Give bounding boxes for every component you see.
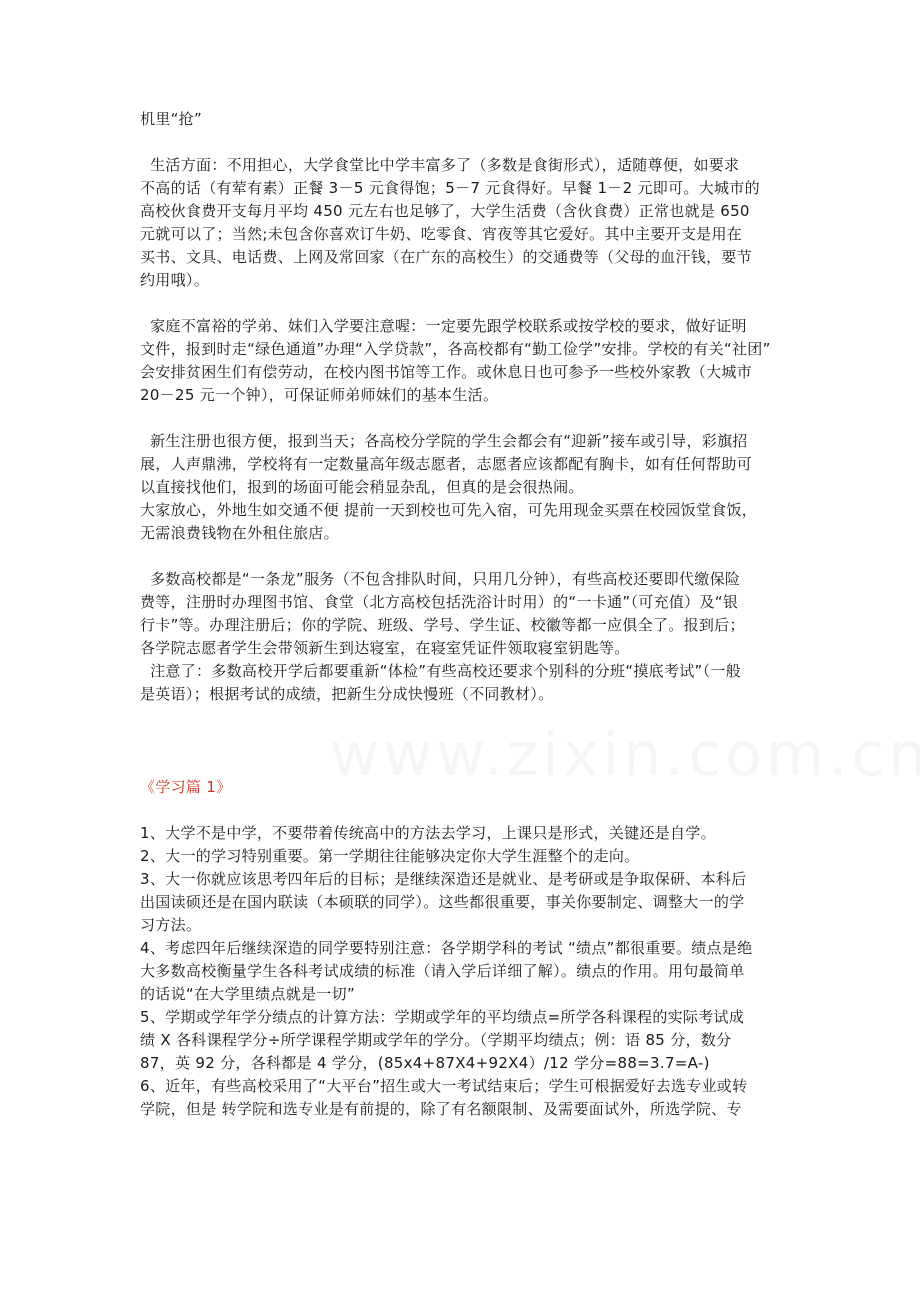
text-line: 是英语）；根据考试的成绩，把新生分成快慢班（不同教材）。 bbox=[140, 685, 554, 703]
text-line: 以直接找他们，报到的场面可能会稍显杂乱，但真的是会很热闹。 bbox=[140, 478, 584, 496]
text-line: 出国读硕还是在国内联读（本硕联的同学）。这些都很重要，事关你要制定、调整大一的学 bbox=[140, 893, 745, 911]
text-line: 无需浪费钱物在外租住旅店。 bbox=[140, 524, 339, 542]
document-body bbox=[140, 108, 780, 1121]
text-line: 约用哦）。 bbox=[140, 271, 210, 289]
text-line: 机里“抢” bbox=[140, 110, 203, 128]
section-life-registration bbox=[140, 108, 780, 706]
text-line: 1、大学不是中学，不要带着传统高中的方法去学习，上课只是形式，关键还是自学。 bbox=[140, 824, 716, 842]
paragraph-gap bbox=[140, 292, 780, 315]
title-spacer bbox=[140, 799, 780, 822]
paragraph-gap bbox=[140, 131, 780, 154]
section-study-tips bbox=[140, 822, 780, 1121]
text-line: 的话说“在大学里绩点就是一切” bbox=[140, 985, 356, 1003]
text-line: 绩 X 各科课程学分÷所学课程学期或学年的学分。（学期平均绩点；例：语 85 分，数分 bbox=[140, 1031, 732, 1049]
text-line: 大多数高校衡量学生各科考试成绩的标准（请入学后详细了解）。绩点的作用。用句最简单 bbox=[140, 962, 745, 980]
text-line: 元就可以了；当然;未包含你喜欢订牛奶、吃零食、宵夜等其它爱好。其中主要开支是用在 bbox=[140, 225, 743, 243]
text-line: 2、大一的学习特别重要。第一学期往往能够决定你大学生涯整个的走向。 bbox=[140, 847, 640, 865]
paragraph-gap bbox=[140, 407, 780, 430]
section-title: 《学习篇 1》 bbox=[140, 778, 232, 796]
text-line: 费等，注册时办理图书馆、食堂（北方高校包括洗浴计时用）的“一卡通”（可充值）及“银 bbox=[140, 593, 739, 611]
text-line: 大家放心，外地生如交通不便 提前一天到校也可先入宿，可先用现金买票在校园饭堂食饭， bbox=[140, 501, 758, 519]
text-line: 展，人声鼎沸，学校将有一定数量高年级志愿者，志愿者应该都配有胸卡，如有任何帮助可 bbox=[140, 455, 753, 473]
text-line: 6、近年，有些高校采用了“大平台”招生或大一考试结束后；学生可根据爱好去选专业或转 bbox=[140, 1077, 748, 1095]
text-line: 3、大一你就应该思考四年后的目标；是继续深造还是就业、是考研或是争取保研、本科后 bbox=[140, 870, 747, 888]
text-line: 87，英 92 分，各科都是 4 学分，(85x4+87X4+92X4）/12 学分=88=3.7=A-) bbox=[140, 1054, 710, 1072]
text-line: 买书、文具、电话费、上网及常回家（在广东的高校生）的交通费等（父母的血汗钱，要节 bbox=[140, 248, 753, 266]
text-line: 会安排贫困生们有偿劳动，在校内图书馆等工作。或休息日也可参予一些校外家教（大城市 bbox=[140, 363, 753, 381]
text-line: 注意了：多数高校开学后都要重新“体检”有些高校还要求个别科的分班“摸底考试”（一般 bbox=[140, 662, 742, 680]
section-spacer bbox=[140, 706, 780, 776]
text-line: 各学院志愿者学生会带领新生到达寝室，在寝室凭证件领取寝室钥匙等。 bbox=[140, 639, 630, 657]
text-line: 学院，但是 转学院和选专业是有前提的，除了有名额限制、及需要面试外，所选学院、专 bbox=[140, 1100, 742, 1118]
text-line: 20－25 元一个钟），可保证师弟师妹们的基本生活。 bbox=[140, 386, 499, 404]
text-line: 4、考虑四年后继续深造的同学要特别注意：各学期学科的考试 “绩点”都很重要。绩点是绝 bbox=[140, 939, 753, 957]
text-line: 不高的话（有荤有素）正餐 3－5 元食得饱；5－7 元食得好。早餐 1－2 元即可。大城市的 bbox=[140, 179, 760, 197]
text-line: 行卡”等。办理注册后；你的学院、班级、学号、学生证、校徽等都一应俱全了。报到后； bbox=[140, 616, 745, 634]
text-line: 新生注册也很方便，报到当天；各高校分学院的学生会都会有“迎新”接车或引导，彩旗招 bbox=[140, 432, 748, 450]
text-line: 习方法。 bbox=[140, 916, 202, 934]
text-line: 高校伙食费开支每月平均 450 元左右也足够了，大学生活费（含伙食费）正常也就是 650 bbox=[140, 202, 750, 220]
text-line: 文件，报到时走“绿色通道”办理“入学贷款”，各高校都有“勤工俭学”安排。学校的有关“社团” bbox=[140, 340, 771, 358]
text-line: 生活方面：不用担心，大学食堂比中学丰富多了（多数是食街形式），适随尊便，如要求 bbox=[140, 156, 740, 174]
text-line: 多数高校都是“一条龙”服务（不包含排队时间，只用几分钟），有些高校还要即代缴保险 bbox=[140, 570, 741, 588]
paragraph-gap bbox=[140, 545, 780, 568]
text-line: 5、学期或学年学分绩点的计算方法：学期或学年的平均绩点=所学各科课程的实际考试成 bbox=[140, 1008, 745, 1026]
text-line: 家庭不富裕的学弟、妹们入学要注意喔：一定要先跟学校联系或按学校的要求，做好证明 bbox=[140, 317, 747, 335]
